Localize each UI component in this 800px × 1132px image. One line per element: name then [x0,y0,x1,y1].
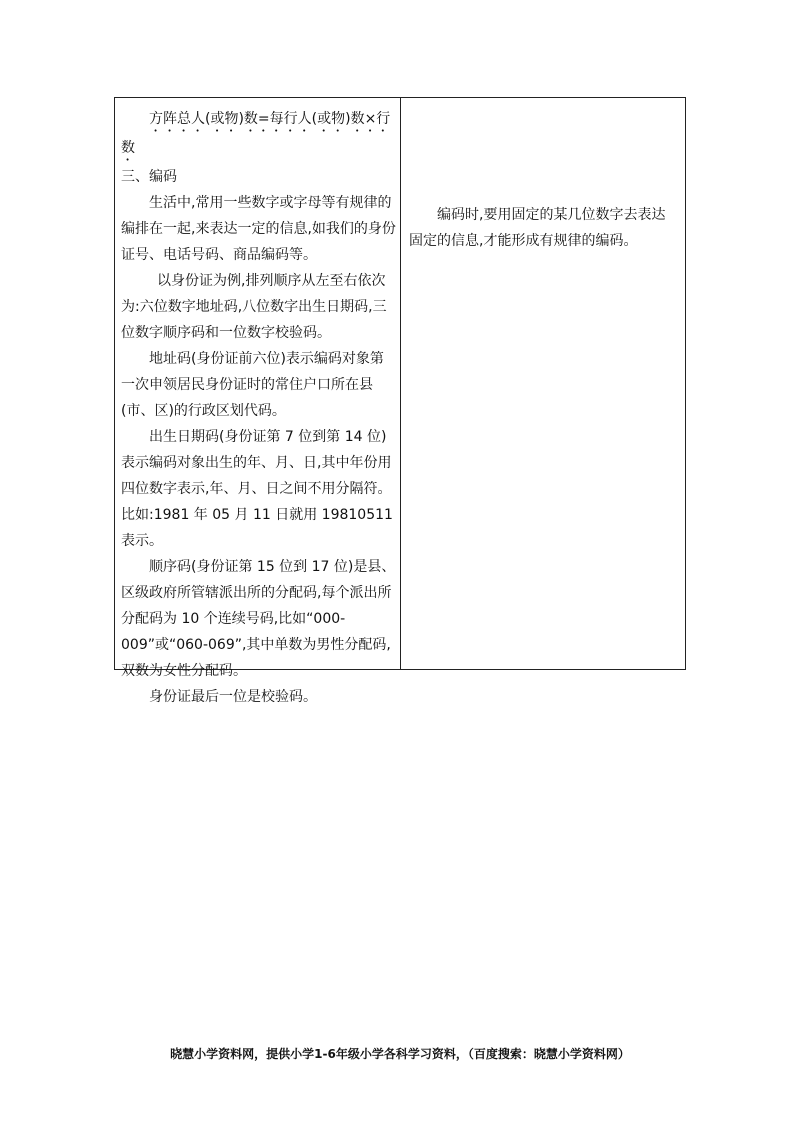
paragraph-check-code: 身份证最后一位是校验码。 [149,689,317,705]
paragraph-sequence-code: 顺序码(身份证第 15 位到 17 位)是县、区级政府所管辖派出所的分配码,每个派出所分配码为 10 个连续号码,比如“000-009”或“060-069”,其中单数为男性分配码,双数为女性分配码。 [121,559,396,679]
paragraph-intro: 生活中,常用一些数字或字母等有规律的编排在一起,来表达一定的信息,如我们的身份证号、电话号码、商品编码等。 [121,195,396,263]
right-column [401,98,685,669]
paragraph-id-structure: 以身份证为例,排列顺序从左至右依次为:六位数字地址码,八位数字出生日期码,三位数字顺序码和一位数字校验码。 [121,273,387,341]
paragraph-address-code: 地址码(身份证前六位)表示编码对象第一次申领居民身份证时的常住户口所在县(市、区)的行政区划代码。 [121,351,384,419]
section-heading: 三、编码 [121,169,177,185]
content-table [114,97,686,705]
footer-text: 晓慧小学资料网，提供小学1-6年级小学各科学习资料，（百度搜索：晓慧小学资料网） [170,1047,630,1061]
left-column [115,98,401,705]
formula-line-continuation: 数 [121,140,135,156]
right-note: 编码时,要用固定的某几位数字去表达固定的信息,才能形成有规律的编码。 [409,207,666,249]
formula-line: 方阵总人(或物)数=每行人(或物)数×行 [149,111,391,127]
paragraph-birth-code: 出生日期码(身份证第 7 位到第 14 位)表示编码对象出生的年、月、日,其中年份用四位数字表示,年、月、日之间不用分隔符。比如:1981 年 05 月 11 日就用 19810511 表示。 [121,429,393,549]
